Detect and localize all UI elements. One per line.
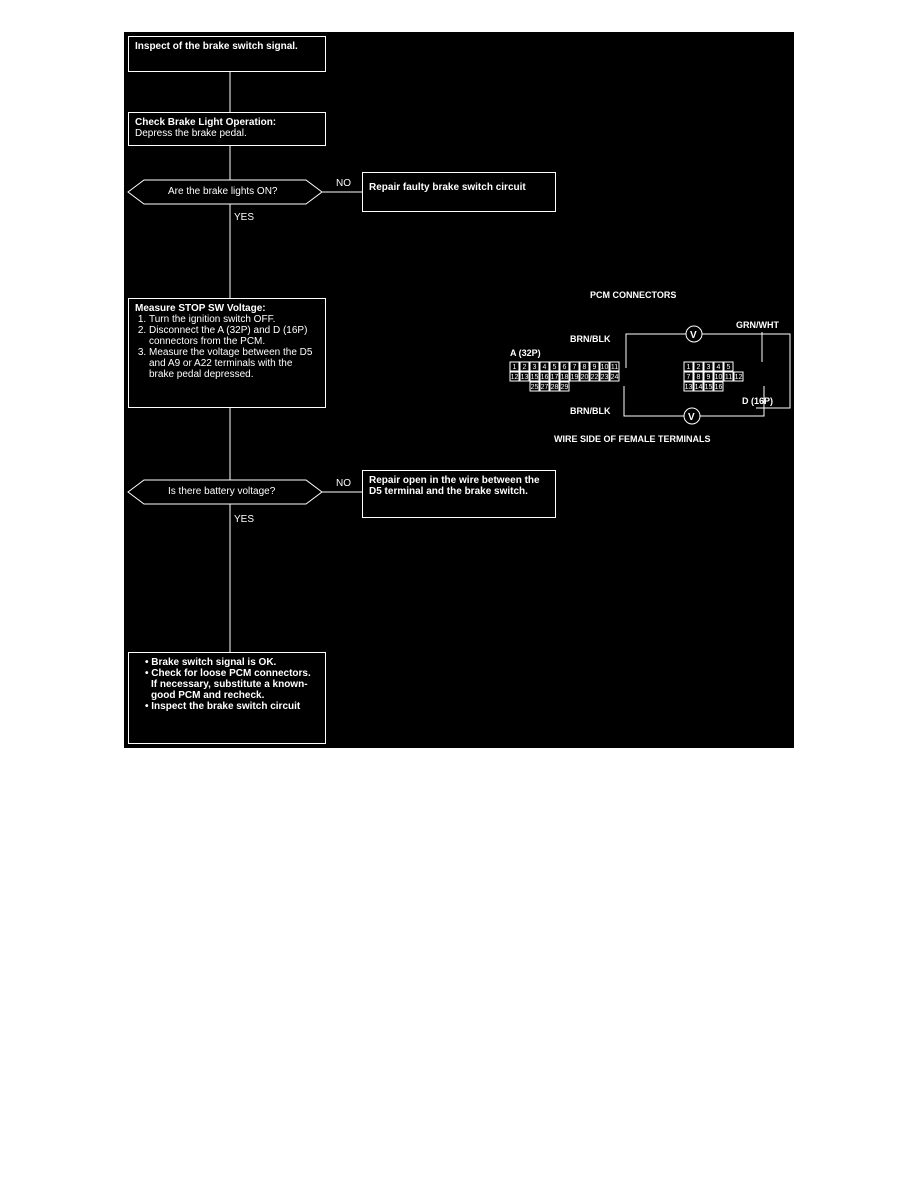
final-item: If necessary, substitute a known-good PCM and recheck. <box>151 679 308 701</box>
connector-a-row3-terminal-label: 28 <box>550 384 559 391</box>
diagram-panel <box>124 32 794 748</box>
decision1-text: Are the brake lights ON? <box>168 186 278 197</box>
voltmeter-bottom-symbol: V <box>688 412 695 423</box>
step3-item: 2. Disconnect the A (32P) and D (16P) connectors from the PCM. <box>149 325 319 347</box>
connector-drawing <box>124 32 794 748</box>
connector-a-row1-terminal-label: 11 <box>610 364 619 371</box>
connector-a-row1-terminal-label: 9 <box>592 364 597 371</box>
connector-d-row1-terminal-label: 4 <box>716 364 721 371</box>
connector-a-row1-terminal-label: 4 <box>542 364 547 371</box>
final-item: • Check for loose PCM connectors. <box>145 668 311 679</box>
connector-a-row2-terminal-label: 13 <box>520 374 529 381</box>
no2-action-text: Repair open in the wire between the D5 terminal and the brake switch. <box>369 475 540 497</box>
step1-text: Inspect of the brake switch signal. <box>135 41 298 52</box>
connector-a-row2-terminal-label: 22 <box>590 374 599 381</box>
connector-a <box>510 362 619 391</box>
step2-body: Depress the brake pedal. <box>135 128 247 139</box>
connector-d-row2-terminal-label: 10 <box>714 374 723 381</box>
connector-d-label: D (16P) <box>742 396 774 406</box>
wire-bottom <box>624 386 684 416</box>
voltmeter-top-symbol: V <box>690 330 697 341</box>
connector-a-row3-terminal-label: 25 <box>530 384 539 391</box>
connector-a-row1-terminal-label: 3 <box>532 364 537 371</box>
connector-d-row2-terminal-label: 7 <box>686 374 691 381</box>
connector-d-row2-terminal-label: 9 <box>706 374 711 381</box>
connector-d <box>684 362 743 391</box>
connector-d-row3-terminal-label: 16 <box>714 384 723 391</box>
connector-title: PCM CONNECTORS <box>590 290 677 300</box>
connector-a-row1-terminal-label: 5 <box>552 364 557 371</box>
connector-a-row2-terminal-label: 19 <box>570 374 579 381</box>
connector-a-row2-terminal-label: 24 <box>610 374 619 381</box>
step3-item: 3. Measure the voltage between the D5 and A9 or A22 terminals with the brake pedal depressed. <box>149 347 319 380</box>
connector-d-row2-terminal-label: 12 <box>734 374 743 381</box>
final-item: • Brake switch signal is OK. <box>145 657 277 668</box>
connector-a-row3-terminal-label: 27 <box>540 384 549 391</box>
decision2-no-label: NO <box>336 478 351 489</box>
connector-a-row2-terminal-label: 15 <box>530 374 539 381</box>
connector-a-row2-terminal-label: 20 <box>580 374 589 381</box>
connector-a-row2-terminal-label: 23 <box>600 374 609 381</box>
connector-d-row2-terminal-label: 8 <box>696 374 701 381</box>
connector-a-row2-terminal-label: 18 <box>560 374 569 381</box>
wire-label-bottom: BRN/BLK <box>570 406 611 416</box>
connector-d-row1-terminal-label: 5 <box>726 364 731 371</box>
step2-title: Check Brake Light Operation: <box>135 117 277 128</box>
no1-action-text: Repair faulty brake switch circuit <box>369 182 526 193</box>
connector-a-row2-terminal-label: 12 <box>510 374 519 381</box>
connector-a-row1-terminal-label: 2 <box>522 364 527 371</box>
connector-a-row1-terminal-label: 7 <box>572 364 577 371</box>
decision2-yes-label: YES <box>234 514 255 525</box>
connector-d-row3-terminal-label: 13 <box>684 384 693 391</box>
step3-title: Measure STOP SW Voltage: <box>135 303 266 314</box>
connector-a-row2-terminal-label: 16 <box>540 374 549 381</box>
connector-d-row3-terminal-label: 14 <box>694 384 703 391</box>
connector-a-row2-terminal-label: 17 <box>550 374 559 381</box>
wire-label-top-right: GRN/WHT <box>736 320 779 330</box>
decision1-yes-label: YES <box>234 212 255 223</box>
connector-a-row3-terminal-label: 29 <box>560 384 569 391</box>
connector-d-row3-terminal-label: 15 <box>704 384 713 391</box>
connector-d-row1-terminal-label: 1 <box>686 364 691 371</box>
connector-a-row1-terminal-label: 10 <box>600 364 609 371</box>
connector-d-row1-terminal-label: 2 <box>696 364 701 371</box>
wire-label-top-left: BRN/BLK <box>570 334 611 344</box>
connector-footer: WIRE SIDE OF FEMALE TERMINALS <box>554 434 711 444</box>
wire-top <box>626 334 686 368</box>
connector-d-row1-terminal-label: 3 <box>706 364 711 371</box>
connector-a-row1-terminal-label: 8 <box>582 364 587 371</box>
step3-item: 1. Turn the ignition switch OFF. <box>149 314 319 325</box>
connector-a-row1-terminal-label: 6 <box>562 364 567 371</box>
decision1-no-label: NO <box>336 178 351 189</box>
connector-a-row1-terminal-label: 1 <box>512 364 517 371</box>
decision2-text: Is there battery voltage? <box>168 486 276 497</box>
final-item: • Inspect the brake switch circuit <box>145 701 301 712</box>
connector-a-label: A (32P) <box>510 348 541 358</box>
connector-d-row2-terminal-label: 11 <box>724 374 733 381</box>
